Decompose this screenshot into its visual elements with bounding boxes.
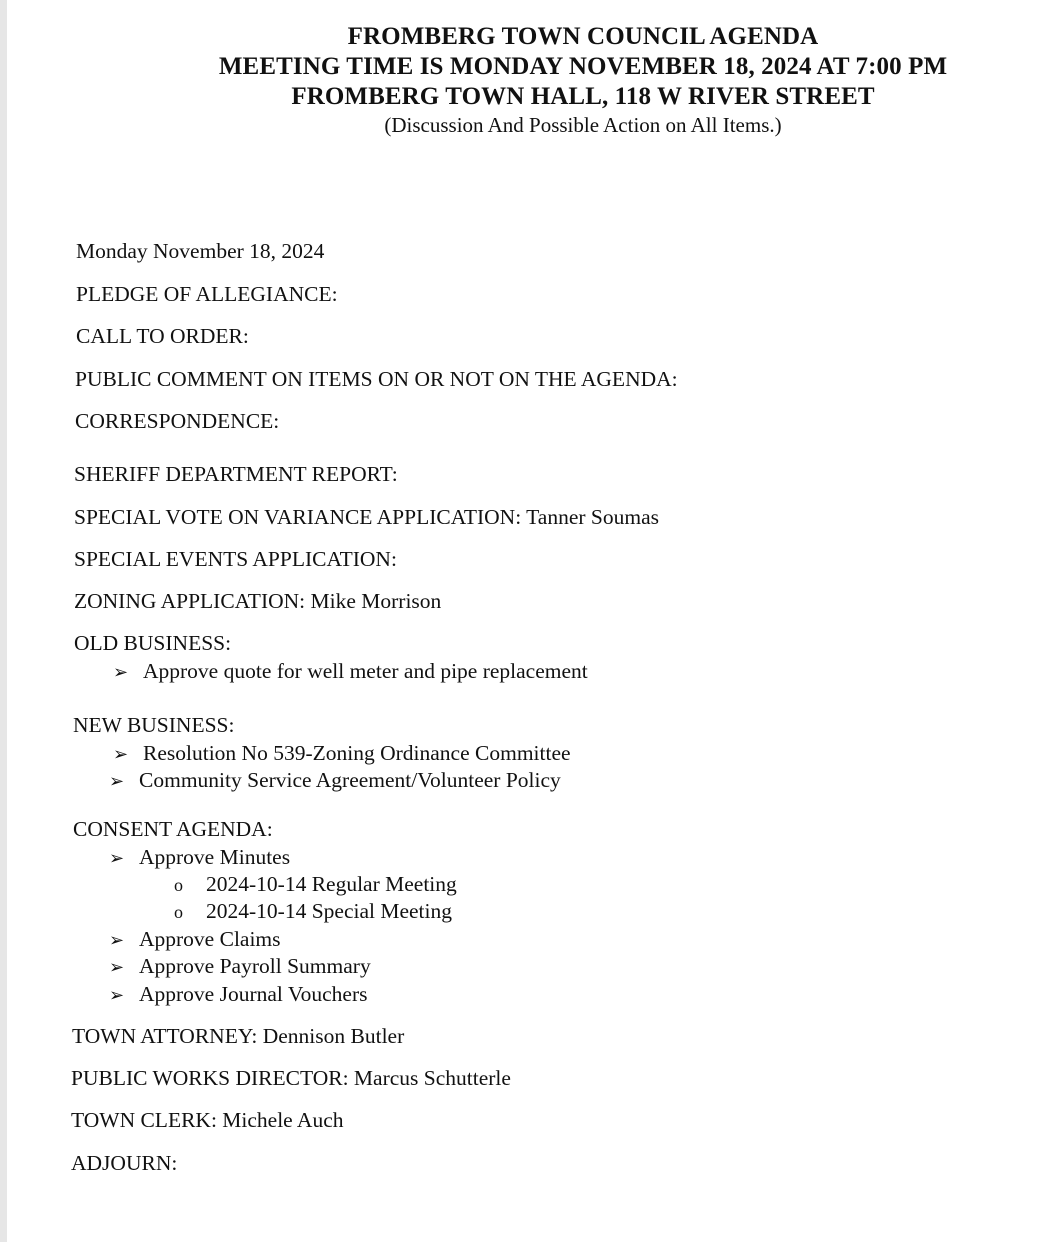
correspondence: CORRESPONDENCE:	[75, 409, 280, 433]
special-vote-variance: SPECIAL VOTE ON VARIANCE APPLICATION: Tanner Soumas	[74, 505, 659, 529]
approve-minutes: Approve Minutes	[139, 845, 291, 869]
public-works-director: PUBLIC WORKS DIRECTOR: Marcus Schutterle	[71, 1066, 511, 1090]
arrow-bullet-icon: ➢	[109, 848, 125, 868]
public-comment: PUBLIC COMMENT ON ITEMS ON OR NOT ON THE AGENDA:	[75, 367, 678, 391]
consent-agenda-heading: CONSENT AGENDA:	[73, 817, 273, 841]
pledge-of-allegiance: PLEDGE OF ALLEGIANCE:	[76, 282, 338, 306]
meeting-time: MEETING TIME IS MONDAY NOVEMBER 18, 2024 AT 7:00 PM	[218, 53, 948, 80]
circle-bullet-icon: o	[174, 875, 183, 895]
consent-agenda-item	[109, 844, 290, 871]
new-business-item	[109, 767, 561, 794]
minutes-item-text: 2024-10-14 Regular Meeting	[206, 872, 457, 896]
arrow-bullet-icon: ➢	[109, 930, 125, 950]
old-business-heading: OLD BUSINESS:	[74, 631, 232, 655]
zoning-application: ZONING APPLICATION: Mike Morrison	[74, 589, 442, 613]
minutes-item	[174, 871, 457, 898]
town-clerk: TOWN CLERK: Michele Auch	[71, 1108, 344, 1132]
town-attorney: TOWN ATTORNEY: Dennison Butler	[72, 1024, 405, 1048]
call-to-order: CALL TO ORDER:	[76, 324, 249, 348]
arrow-bullet-icon: ➢	[113, 662, 129, 682]
approve-claims: Approve Claims	[139, 927, 281, 951]
approve-payroll-summary: Approve Payroll Summary	[139, 954, 371, 978]
circle-bullet-icon: o	[174, 902, 183, 922]
consent-agenda-item	[109, 953, 371, 980]
approve-journal-vouchers: Approve Journal Vouchers	[139, 982, 368, 1006]
new-business-item	[113, 740, 571, 767]
minutes-item-text: 2024-10-14 Special Meeting	[206, 899, 453, 923]
new-business-item-text: Resolution No 539-Zoning Ordinance Committee	[143, 741, 571, 765]
agenda-header	[7, 22, 1059, 138]
consent-agenda-item	[109, 981, 368, 1008]
agenda-page	[7, 0, 1059, 1242]
minutes-item	[174, 898, 452, 925]
sheriff-department-report: SHERIFF DEPARTMENT REPORT:	[74, 462, 398, 486]
arrow-bullet-icon: ➢	[109, 985, 125, 1005]
meeting-location: FROMBERG TOWN HALL, 118 W RIVER STREET	[291, 83, 875, 110]
adjourn: ADJOURN:	[71, 1151, 178, 1175]
arrow-bullet-icon: ➢	[109, 771, 125, 791]
agenda-title: FROMBERG TOWN COUNCIL AGENDA	[347, 23, 819, 50]
meeting-date: Monday November 18, 2024	[76, 239, 325, 263]
consent-agenda-item	[109, 926, 281, 953]
arrow-bullet-icon: ➢	[113, 744, 129, 764]
special-events-application: SPECIAL EVENTS APPLICATION:	[74, 547, 397, 571]
old-business-item-text: Approve quote for well meter and pipe replacement	[143, 659, 588, 683]
new-business-item-text: Community Service Agreement/Volunteer Policy	[139, 768, 561, 792]
new-business-heading: NEW BUSINESS:	[73, 713, 235, 737]
arrow-bullet-icon: ➢	[109, 957, 125, 977]
discussion-note: (Discussion And Possible Action on All Items.)	[384, 113, 782, 137]
old-business-item	[113, 658, 588, 685]
